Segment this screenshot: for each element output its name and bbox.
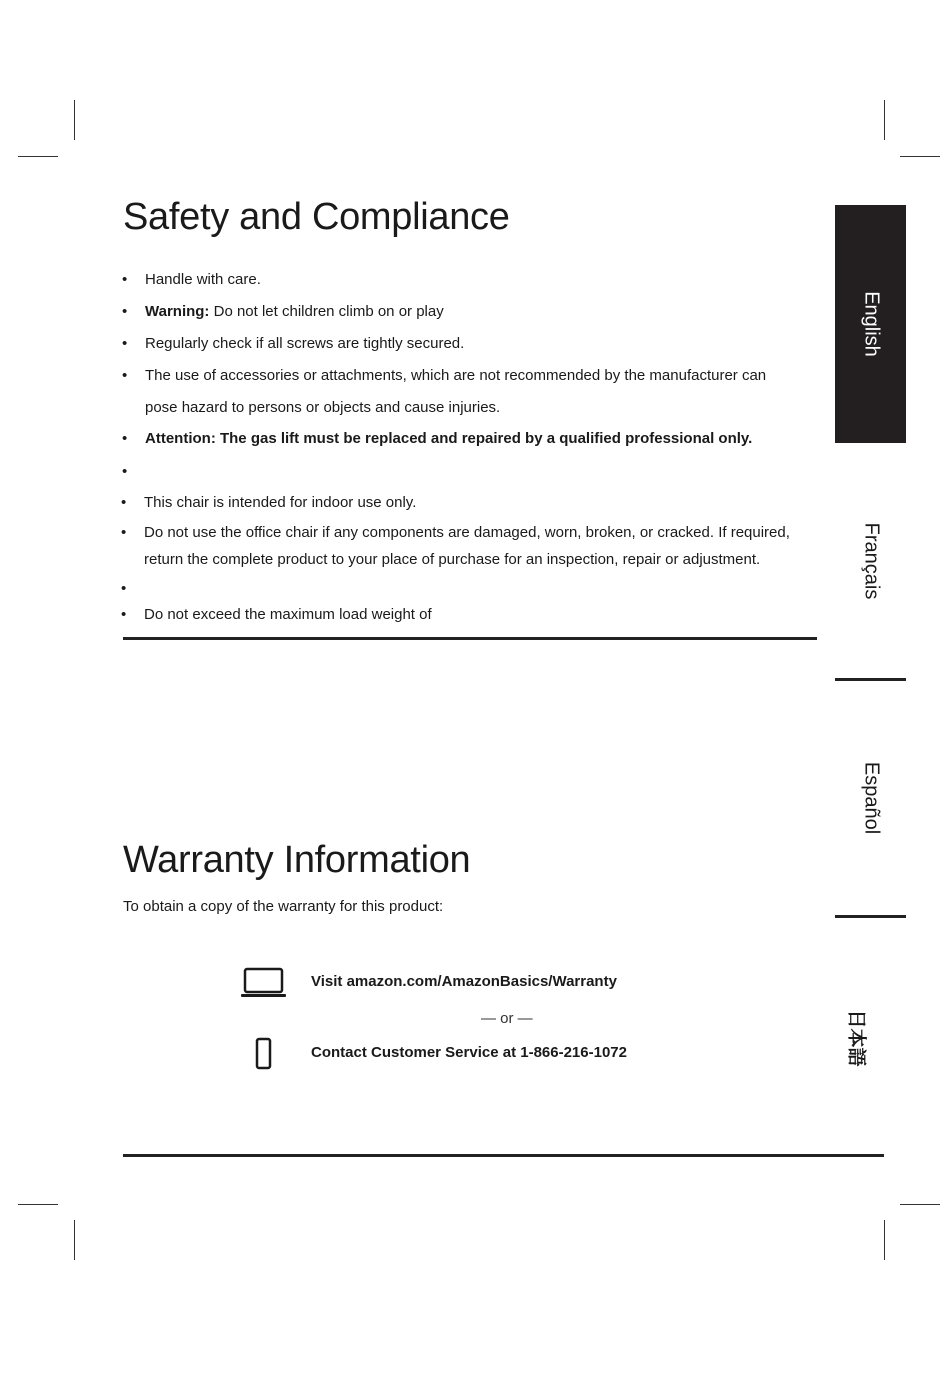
customer-service-phone[interactable]: Contact Customer Service at 1-866-216-1072 xyxy=(311,1044,627,1061)
item-text: Regularly check if all screws are tightly secured. xyxy=(145,335,465,352)
bullet-dot: • xyxy=(121,524,127,541)
crop-mark xyxy=(74,100,75,140)
crop-mark xyxy=(884,100,885,140)
list-item xyxy=(122,270,261,290)
item-text: Do not exceed the maximum load weight of xyxy=(144,606,432,623)
page-bottom-rule xyxy=(123,1154,884,1157)
crop-mark xyxy=(884,1220,885,1260)
crop-mark xyxy=(18,1204,58,1205)
warranty-url-link[interactable]: Visit amazon.com/AmazonBasics/Warranty xyxy=(311,973,617,990)
tab-french[interactable] xyxy=(835,443,906,678)
list-item xyxy=(122,429,753,449)
section-divider xyxy=(123,637,817,640)
bullet-dot: • xyxy=(121,494,127,511)
item-text-continued: return the complete product to your place of purchase for an inspection, repair or adjustment. xyxy=(144,551,761,568)
safety-title: Safety and Compliance xyxy=(123,196,510,238)
bullet-dot: • xyxy=(122,335,128,352)
bullet-dot: • xyxy=(122,367,128,384)
tab-french-label: Français xyxy=(860,522,882,599)
list-item xyxy=(121,523,790,568)
list-item xyxy=(122,366,767,416)
bullet-dot: • xyxy=(122,271,128,288)
laptop-icon xyxy=(240,966,288,1005)
bullet-dot: • xyxy=(122,463,128,480)
warranty-title: Warranty Information xyxy=(123,839,471,881)
or-separator: — or — xyxy=(481,1010,533,1027)
list-item xyxy=(122,302,444,322)
bullet-dot: • xyxy=(122,430,128,447)
crop-mark xyxy=(900,1204,940,1205)
tab-english[interactable] xyxy=(835,205,906,443)
list-item xyxy=(121,605,432,625)
list-item xyxy=(122,334,465,354)
item-bold-text: Warning: xyxy=(145,303,210,320)
bullet-dot: • xyxy=(122,303,128,320)
crop-mark xyxy=(900,156,940,157)
tab-japanese-label: 日本語 xyxy=(845,1009,868,1067)
tab-spanish-label: Español xyxy=(860,761,882,835)
item-text: Do not let children climb on or play xyxy=(209,303,444,320)
crop-mark xyxy=(74,1220,75,1260)
item-bold-text: Attention: The gas lift must be replaced and repaired by a qualified professional only. xyxy=(145,430,753,447)
tab-english-label: English xyxy=(860,291,882,357)
item-text: This chair is intended for indoor use only. xyxy=(144,494,417,511)
item-text: Handle with care. xyxy=(145,271,261,288)
list-item xyxy=(121,493,417,513)
crop-mark xyxy=(18,156,58,157)
phone-icon xyxy=(254,1037,274,1076)
item-text: Do not use the office chair if any components are damaged, worn, broken, or cracked. If required, xyxy=(144,524,790,541)
bullet-dot: • xyxy=(121,580,127,597)
warranty-intro: To obtain a copy of the warranty for this product: xyxy=(123,898,444,915)
item-text: The use of accessories or attachments, which are not recommended by the manufacturer can xyxy=(145,367,767,384)
tab-spanish[interactable] xyxy=(835,681,906,915)
item-text-continued: pose hazard to persons or objects and cause injuries. xyxy=(145,399,501,416)
bullet-dot: • xyxy=(121,606,127,623)
